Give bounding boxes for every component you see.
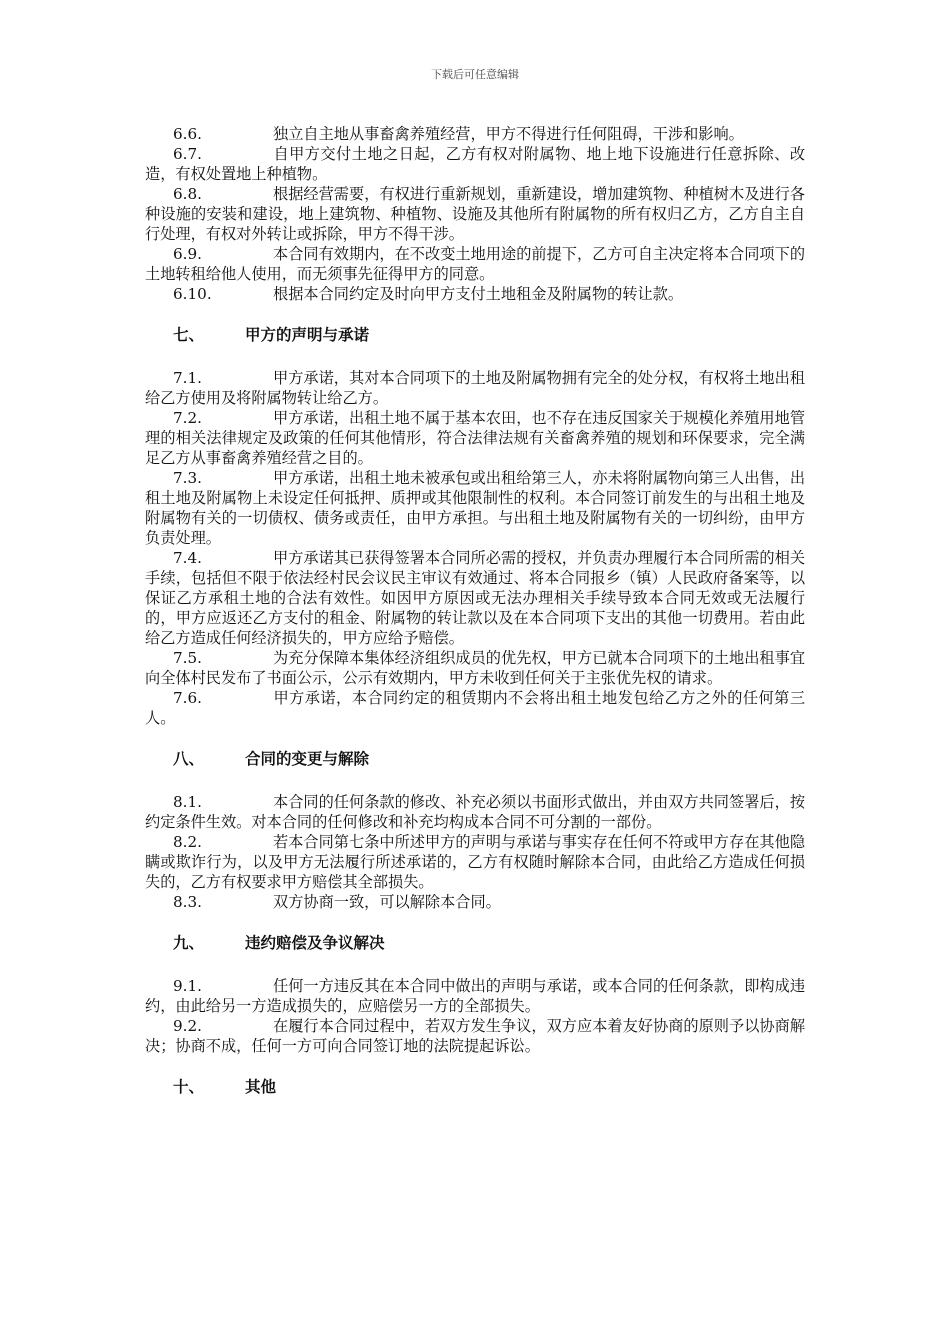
clause-number: 8.3. xyxy=(173,893,202,911)
clause xyxy=(145,792,805,832)
section-heading xyxy=(145,932,805,954)
section-number: 九、 xyxy=(173,933,205,952)
clause-number: 8.1. xyxy=(173,793,202,811)
page-header: 下载后可任意编辑 xyxy=(431,68,519,81)
section-heading xyxy=(145,324,805,346)
section-number: 十、 xyxy=(173,1077,205,1096)
clause xyxy=(145,1016,805,1056)
clause xyxy=(145,976,805,1016)
clause-number: 7.3. xyxy=(173,469,202,487)
clause-text: 若本合同第七条中所述甲方的声明与承诺与事实存在任何不符或甲方存在其他隐瞒或欺诈行为，以及甲方无法履行所述承诺的，乙方有权随时解除本合同，由此给乙方造成任何损失的，乙方有权要求甲方赔偿其全部损失。 xyxy=(145,833,805,891)
clause-text: 甲方承诺，出租土地未被承包或出租给第三人，亦未将附属物向第三人出售，出租土地及附属物上未设定任何抵押、质押或其他限制性的权利。本合同签订前发生的与出租土地及附属物有关的一切债权、债务或责任，由甲方承担。与出租土地及附属物有关的一切纠纷，由甲方负责处理。 xyxy=(145,469,805,547)
clause-text: 自甲方交付土地之日起，乙方有权对附属物、地上地下设施进行任意拆除、改造，有权处置地上种植物。 xyxy=(145,145,805,183)
clause xyxy=(145,648,805,688)
clause xyxy=(145,244,805,284)
section-number: 七、 xyxy=(173,325,205,344)
clause-text: 本合同的任何条款的修改、补充必须以书面形式做出，并由双方共同签署后，按约定条件生效。对本合同的任何修改和补充均构成本合同不可分割的一部份。 xyxy=(145,793,805,831)
clause-text: 根据经营需要，有权进行重新规划，重新建设，增加建筑物、种植树木及进行各种设施的安装和建设，地上建筑物、种植物、设施及其他所有附属物的所有权归乙方，乙方自主自行处理，有权对外转让或拆除，甲方不得干涉。 xyxy=(145,185,805,243)
section-title: 其他 xyxy=(245,1077,277,1096)
section-title: 违约赔偿及争议解决 xyxy=(245,933,385,952)
clause xyxy=(145,124,805,144)
clause xyxy=(145,144,805,184)
document-body xyxy=(145,124,805,1120)
clause-text: 甲方承诺，本合同约定的租赁期内不会将出租土地发包给乙方之外的任何第三人。 xyxy=(145,689,805,727)
clause-text: 为充分保障本集体经济组织成员的优先权，甲方已就本合同项下的土地出租事宜向全体村民发布了书面公示，公示有效期内，甲方未收到任何关于主张优先权的请求。 xyxy=(145,649,805,687)
clause xyxy=(145,548,805,648)
section-number: 八、 xyxy=(173,749,205,768)
clause-number: 8.2. xyxy=(173,833,202,851)
clause-number: 6.10. xyxy=(173,285,212,303)
clause xyxy=(145,284,805,304)
clause-number: 9.1. xyxy=(173,977,202,995)
clause xyxy=(145,184,805,244)
clause xyxy=(145,892,805,912)
clause-text: 根据本合同约定及时向甲方支付土地租金及附属物的转让款。 xyxy=(273,285,684,303)
section-title: 甲方的声明与承诺 xyxy=(245,325,370,344)
clause xyxy=(145,408,805,468)
clause-number: 7.2. xyxy=(173,409,202,427)
section-title: 合同的变更与解除 xyxy=(245,749,370,768)
clause-number: 6.6. xyxy=(173,125,202,143)
clause-text: 双方协商一致，可以解除本合同。 xyxy=(273,893,501,911)
clause-number: 6.8. xyxy=(173,185,202,203)
clause-number: 7.6. xyxy=(173,689,202,707)
clause-number: 7.5. xyxy=(173,649,202,667)
clause-text: 在履行本合同过程中，若双方发生争议，双方应本着友好协商的原则予以协商解决；协商不成，任何一方可向合同签订地的法院提起诉讼。 xyxy=(145,1017,805,1055)
clause-text: 任何一方违反其在本合同中做出的声明与承诺，或本合同的任何条款，即构成违约，由此给另一方造成损失的，应赔偿另一方的全部损失。 xyxy=(145,977,805,1015)
clause-number: 6.7. xyxy=(173,145,202,163)
clause-number: 6.9. xyxy=(173,245,202,263)
section-heading xyxy=(145,748,805,770)
clause xyxy=(145,832,805,892)
clause-number: 7.4. xyxy=(173,549,202,567)
clause xyxy=(145,688,805,728)
clause xyxy=(145,468,805,548)
clause xyxy=(145,368,805,408)
clause-text: 甲方承诺，出租土地不属于基本农田，也不存在违反国家关于规模化养殖用地管理的相关法律规定及政策的任何其他情形，符合法律法规有关畜禽养殖的规划和环保要求，完全满足乙方从事畜禽养殖经营之目的。 xyxy=(145,409,805,467)
clause-text: 独立自主地从事畜禽养殖经营，甲方不得进行任何阻碍，干涉和影响。 xyxy=(273,125,744,143)
clause-text: 甲方承诺，其对本合同项下的土地及附属物拥有完全的处分权，有权将土地出租给乙方使用及将附属物转让给乙方。 xyxy=(145,369,805,407)
clause-number: 7.1. xyxy=(173,369,202,387)
section-heading xyxy=(145,1076,805,1098)
clause-text: 甲方承诺其已获得签署本合同所必需的授权，并负责办理履行本合同所需的相关手续，包括但不限于依法经村民会议民主审议有效通过、将本合同报乡（镇）人民政府备案等，以保证乙方承租土地的合法有效性。如因甲方原因或无法办理相关手续导致本合同无效或无法履行的，甲方应返还乙方支付的租金、附属物的转让款以及在本合同项下支出的其他一切费用。若由此给乙方造成任何经济损失的，甲方应给予赔偿。 xyxy=(145,549,805,647)
clause-text: 本合同有效期内，在不改变土地用途的前提下，乙方可自主决定将本合同项下的土地转租给他人使用，而无须事先征得甲方的同意。 xyxy=(145,245,805,283)
clause-number: 9.2. xyxy=(173,1017,202,1035)
